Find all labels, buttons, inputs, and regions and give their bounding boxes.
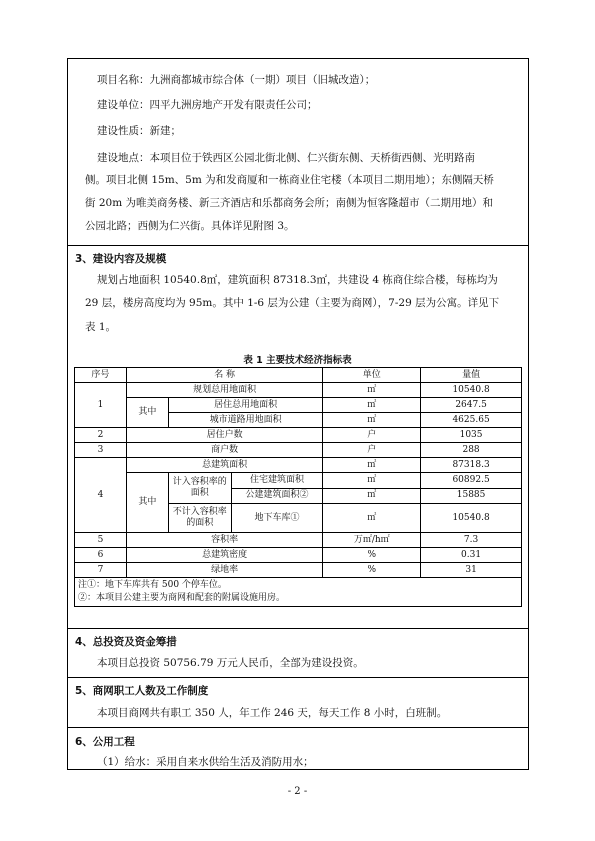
row-unit: % [323, 548, 421, 563]
table-row [75, 428, 522, 443]
row-name: 居住户数 [126, 428, 323, 443]
row-name: 商户数 [126, 443, 323, 458]
divider [67, 727, 529, 728]
section3-heading: 3、建设内容及规模 [75, 253, 167, 265]
row-no: 5 [75, 533, 127, 548]
row-value: 288 [421, 443, 522, 458]
row-name: 容积率 [126, 533, 323, 548]
header-value: 量值 [421, 368, 522, 383]
row-far-out: 不计入容积率的面积 [168, 504, 231, 533]
table-caption: 表 1 主要技术经济指标表 [243, 355, 352, 366]
row-value: 87318.3 [421, 458, 522, 473]
note-2: ②：本项目公建主要为商网和配套的附属设施用房。 [78, 593, 286, 603]
table-row [75, 443, 522, 458]
table-header-row [75, 368, 522, 383]
row-value: 60892.5 [421, 473, 522, 489]
location-line-1: 建设地点：本项目位于铁西区公园北街北侧、仁兴街东侧、天桥街西侧、光明路南 [97, 152, 475, 164]
row-no: 7 [75, 563, 127, 578]
page-number: - 2 - [287, 786, 308, 797]
nature-line: 建设性质：新建； [97, 125, 181, 137]
row-no: 6 [75, 548, 127, 563]
row-no: 3 [75, 443, 127, 458]
table-row [75, 548, 522, 563]
row-name: 城市道路用地面积 [168, 413, 323, 428]
header-no: 序号 [75, 368, 127, 383]
location-line-3: 街 20m 为唯美商务楼、新三齐酒店和乐都商务会所；南侧为恒客隆超市（二期用地）和 [85, 197, 493, 209]
row-value: 1035 [421, 428, 522, 443]
row-value: 2647.5 [421, 398, 522, 413]
divider [67, 677, 529, 678]
table-row [75, 533, 522, 548]
row-qizhong: 其中 [126, 398, 168, 428]
section3-line-2: 29 层，楼房高度均为 95m。其中 1-6 层为公建（主要为商网），7-29 层为公寓。详见下 [85, 297, 500, 309]
table-row [75, 398, 522, 413]
section6-body: （1）给水：采用自来水供给生活及消防用水； [97, 756, 314, 768]
row-unit: ㎡ [323, 413, 421, 428]
table-row [75, 563, 522, 578]
section3-line-3: 表 1。 [85, 321, 117, 333]
row-qizhong: 其中 [126, 473, 168, 533]
section4-body: 本项目总投资 50756.79 万元人民币，全部为建设投资。 [97, 657, 364, 669]
row-name: 总建筑面积 [126, 458, 323, 473]
row-unit: 户 [323, 443, 421, 458]
row-value: 10540.8 [421, 504, 522, 533]
section3-line-1: 规划占地面积 10540.8㎡，建筑面积 87318.3㎡，共建设 4 栋商住综合楼，每栋均为 [97, 274, 498, 286]
table-row [75, 473, 522, 489]
row-value: 15885 [421, 488, 522, 504]
row-far-in: 计入容积率的面积 [168, 473, 231, 504]
row-unit: % [323, 563, 421, 578]
note-1: 注①：地下车库共有 500 个停车位。 [78, 580, 227, 590]
row-unit: 户 [323, 428, 421, 443]
row-value: 4625.65 [421, 413, 522, 428]
header-unit: 单位 [323, 368, 421, 383]
row-value: 31 [421, 563, 522, 578]
builder-line: 建设单位：四平九洲房地产开发有限责任公司； [97, 99, 318, 111]
divider [67, 628, 529, 629]
table-notes [75, 578, 522, 607]
table-row [75, 458, 522, 473]
section5-body: 本项目商网共有职工 350 人，年工作 246 天，每天工作 8 小时，白班制。 [97, 707, 448, 719]
row-no: 4 [75, 458, 127, 533]
row-unit: ㎡ [323, 398, 421, 413]
row-unit: ㎡ [323, 504, 421, 533]
row-name: 公建建筑面积② [231, 488, 323, 504]
section5-heading: 5、商网职工人数及工作制度 [75, 685, 209, 697]
row-unit: ㎡ [323, 383, 421, 398]
row-name: 规划总用地面积 [126, 383, 323, 398]
row-name: 住宅建筑面积 [231, 473, 323, 489]
section4-heading: 4、总投资及资金筹措 [75, 636, 177, 648]
location-line-4: 公园北路；西侧为仁兴街。具体详见附图 3。 [85, 220, 295, 232]
row-unit: ㎡ [323, 488, 421, 504]
project-name-line: 项目名称：九洲商都城市综合体（一期）项目（旧城改造）； [97, 74, 376, 86]
divider [67, 245, 529, 246]
row-value: 0.31 [421, 548, 522, 563]
row-name: 居住总用地面积 [168, 398, 323, 413]
location-line-2: 侧。项目北侧 15m、5m 为和发商厦和一栋商业住宅楼（本项目二期用地）；东侧隔天桥 [85, 174, 494, 186]
section6-heading: 6、公用工程 [75, 736, 135, 748]
row-unit: ㎡ [323, 458, 421, 473]
row-value: 7.3 [421, 533, 522, 548]
table-row [75, 383, 522, 398]
row-name: 绿地率 [126, 563, 323, 578]
row-value: 10540.8 [421, 383, 522, 398]
table-note-row [75, 578, 522, 607]
header-name: 名 称 [126, 368, 323, 383]
row-unit: ㎡ [323, 473, 421, 489]
row-no: 1 [75, 383, 127, 428]
tech-econ-table [74, 367, 522, 607]
row-unit: 万㎡/h㎡ [323, 533, 421, 548]
row-name: 地下车库① [231, 504, 323, 533]
row-name: 总建筑密度 [126, 548, 323, 563]
row-no: 2 [75, 428, 127, 443]
